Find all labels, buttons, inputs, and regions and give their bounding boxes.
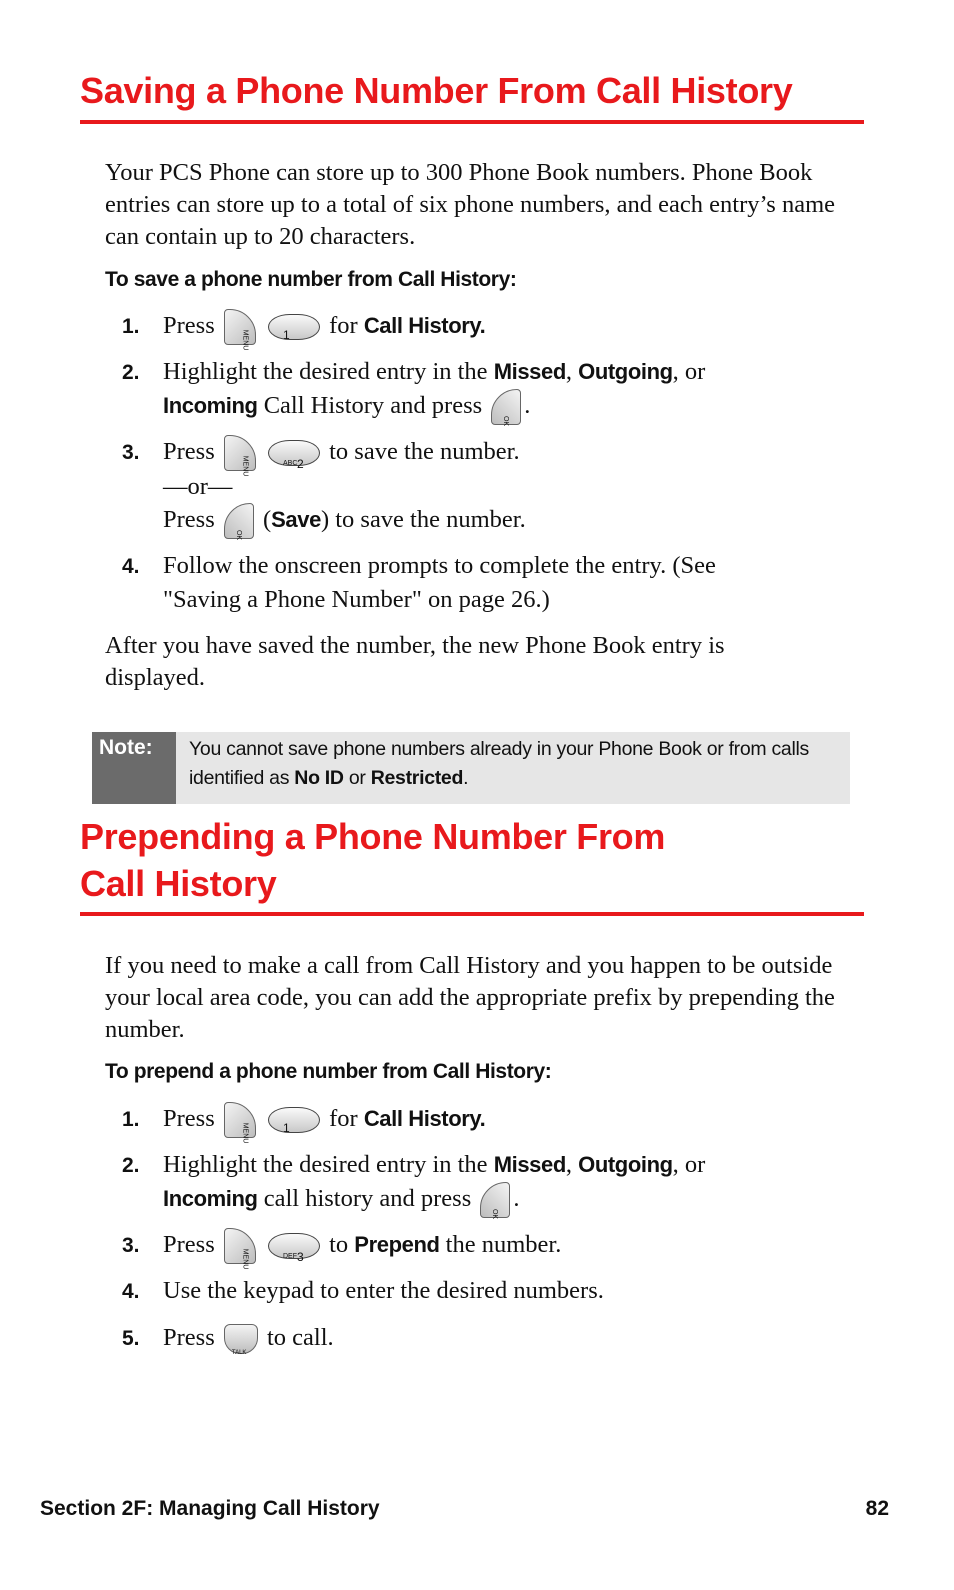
prepend-label: Prepend: [354, 1232, 440, 1257]
step-text: (: [262, 506, 272, 533]
p-step-2-line-1: [163, 1148, 705, 1182]
step-text: Press: [163, 1324, 215, 1351]
step-text: the number.: [445, 1231, 562, 1258]
outgoing-label: Outgoing: [578, 359, 673, 384]
step-text: to: [329, 1231, 349, 1258]
menu-key-icon: MENU: [224, 309, 256, 345]
menu-key-icon: MENU: [224, 1102, 256, 1138]
step-text: call history and press: [263, 1185, 472, 1212]
p-step-2-line-2: [163, 1182, 519, 1218]
step-text: , or: [672, 358, 706, 385]
step-text: Press: [163, 1231, 215, 1258]
intro-paragraph-2: If you need to make a call from Call History and you happen to be outside your local area code, you can add the appropriate prefix by prepending the number.: [105, 952, 835, 1043]
ok-key-icon: OK: [224, 503, 254, 539]
menu-key-icon: MENU: [224, 435, 256, 471]
outgoing-label: Outgoing: [578, 1152, 673, 1177]
step-number: 3.: [122, 1234, 140, 1257]
key-2-icon: 2 ABC: [268, 440, 320, 466]
step-number: 2.: [122, 361, 140, 384]
key-1-icon: 1: [268, 314, 320, 340]
p-step-5: [163, 1321, 334, 1355]
step-3: [163, 435, 520, 477]
step-4-line-1: Follow the onscreen prompts to complete the entry. (See: [163, 552, 716, 579]
note-box: [92, 732, 850, 804]
step-number: 5.: [122, 1327, 140, 1350]
step-text: Press: [163, 438, 215, 465]
step-text: Press: [163, 1105, 215, 1132]
page-number: 82: [865, 1497, 889, 1520]
step-text: ,: [565, 1151, 572, 1178]
procedure-heading-2: To prepend a phone number from Call History:: [105, 1060, 552, 1083]
step-number: 3.: [122, 441, 140, 464]
step-text: .: [513, 1185, 520, 1212]
p-step-1: [163, 1102, 486, 1144]
step-text: for: [329, 1105, 358, 1132]
save-label: Save: [271, 507, 321, 532]
step-text: for: [329, 312, 358, 339]
step-2-line-2: [163, 389, 530, 425]
call-history-label: Call History.: [363, 313, 486, 338]
procedure-heading: To save a phone number from Call History:: [105, 268, 517, 291]
missed-label: Missed: [493, 1152, 566, 1177]
menu-key-icon: MENU: [224, 1228, 256, 1264]
step-text: ) to save the number.: [320, 506, 526, 533]
footer-section: Section 2F: Managing Call History: [40, 1497, 380, 1520]
title-rule: [80, 912, 864, 916]
step-text: Highlight the desired entry in the: [163, 1151, 488, 1178]
ok-key-icon: OK: [491, 389, 521, 425]
step-text: .: [524, 392, 531, 419]
step-text: Press: [163, 312, 215, 339]
step-3-alt: [163, 503, 526, 539]
step-text: Press: [163, 506, 215, 533]
step-number: 1.: [122, 1108, 140, 1131]
note-body: You cannot save phone numbers already in your Phone Book or from calls identified as: [189, 738, 809, 789]
section-title-prepending-2: Call History: [80, 863, 277, 904]
p-step-3: [163, 1228, 562, 1270]
after-paragraph: After you have saved the number, the new Phone Book entry is displayed.: [105, 632, 725, 691]
step-number: 2.: [122, 1154, 140, 1177]
note-label: Note:: [92, 732, 176, 804]
key-1-icon: 1: [268, 1107, 320, 1133]
step-text: to save the number.: [329, 438, 520, 465]
step-1: [163, 309, 486, 351]
note-end: .: [463, 767, 469, 789]
step-3-or: —or—: [163, 473, 233, 500]
title-rule: [80, 120, 864, 124]
step-text: Highlight the desired entry in the: [163, 358, 488, 385]
step-text: Call History and press: [263, 392, 483, 419]
step-number: 4.: [122, 555, 140, 578]
missed-label: Missed: [493, 359, 566, 384]
talk-key-icon: TALK: [224, 1324, 258, 1354]
incoming-label: Incoming: [163, 1186, 258, 1211]
incoming-label: Incoming: [163, 393, 258, 418]
section-title-prepending-1: Prepending a Phone Number From: [80, 816, 666, 857]
p-step-4: Use the keypad to enter the desired numbers.: [163, 1277, 604, 1304]
no-id-label: No ID: [294, 767, 344, 789]
step-text: to call.: [266, 1324, 334, 1351]
step-number: 1.: [122, 315, 140, 338]
restricted-label: Restricted: [370, 767, 464, 789]
intro-paragraph: Your PCS Phone can store up to 300 Phone Book numbers. Phone Book entries can store up to a total of six phone numbers, and each entry’s name can contain up to 20 characters.: [105, 159, 836, 250]
note-or: or: [348, 767, 366, 789]
section-title-saving: Saving a Phone Number From Call History: [80, 70, 793, 111]
step-text: , or: [672, 1151, 706, 1178]
step-number: 4.: [122, 1280, 140, 1303]
step-4-line-2: "Saving a Phone Number" on page 26.): [163, 586, 550, 613]
step-2-line-1: [163, 355, 705, 389]
note-text: [189, 735, 839, 793]
call-history-label: Call History.: [363, 1106, 486, 1131]
key-3-icon: 3 DEF: [268, 1233, 320, 1259]
step-text: ,: [565, 358, 572, 385]
ok-key-icon: OK: [480, 1182, 510, 1218]
